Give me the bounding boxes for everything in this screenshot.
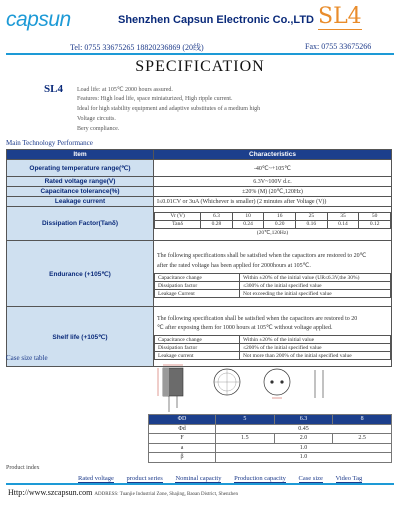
feature-line: Ideal for high stability equipment and adaptive substitutes of a medium high — [77, 106, 261, 112]
nav-link-rated-voltage[interactable]: Rated voltage — [78, 475, 114, 482]
dim-row-label: a — [149, 443, 216, 453]
endurance-cell — [154, 241, 392, 307]
dim-value: 0.45 — [216, 424, 392, 434]
product-index-heading: Product index — [6, 465, 40, 471]
shelf-cap-value: Within ±20% of the initial value — [239, 336, 390, 344]
df-header-cell: 10 — [232, 212, 264, 220]
df-header-cell: 6.3 — [201, 212, 233, 220]
df-value-cell: 0.24 — [232, 220, 264, 228]
operating-temp-label: Operating temperature range(℃) — [7, 160, 154, 177]
endurance-intro-line: The following specifications shall be satisfied when the capacitors are restored to 20℃ — [157, 253, 367, 259]
df-header-cell: Vr (V) — [155, 212, 201, 220]
df-value-cell: Tanδ — [155, 220, 201, 228]
dim-header-cell: ΦD — [149, 415, 216, 425]
capsun-logo: capsun — [6, 8, 71, 31]
df-value-cell: 0.28 — [201, 220, 233, 228]
nav-link-video-tag[interactable]: Video Tag — [335, 475, 363, 482]
capacitor-sleeve-band — [163, 368, 169, 396]
rated-voltage-value: 6.3V~100V d.c. — [154, 177, 392, 187]
capacitor-dimension-drawing — [155, 362, 335, 414]
dim-value: 1.0 — [216, 443, 392, 453]
df-header-cell: 50 — [359, 212, 391, 220]
shelf-life-intro — [154, 313, 391, 335]
endurance-intro — [154, 249, 391, 273]
endurance-label: Endurance (+105℃) — [7, 241, 154, 307]
lead-terminal — [280, 380, 283, 383]
leakage-current-value: I≤0.01CV or 3uA (Whichever is smaller) (2 minutes after Voltage (V)) — [154, 197, 392, 207]
company-name: Shenzhen Capsun Electronic Co.,LTD — [118, 14, 314, 26]
df-value-cell: 0.14 — [327, 220, 359, 228]
dim-value: 1.5 — [216, 434, 275, 444]
series-logo: SL4 — [318, 4, 362, 29]
shelf-criteria-table — [154, 335, 391, 360]
dim-header-cell: 5 — [216, 415, 275, 425]
dim-row-label: β — [149, 453, 216, 463]
df-header-cell: 25 — [296, 212, 328, 220]
product-index-nav — [78, 475, 373, 483]
df-value-cell: 0.20 — [264, 220, 296, 228]
dim-value: 2.5 — [333, 434, 392, 444]
endurance-df-label: Dissipation factor — [155, 282, 240, 290]
nav-link-case-size[interactable]: Case size — [298, 475, 323, 482]
endurance-criteria-table — [154, 273, 391, 298]
shelf-df-label: Dissipation factor — [155, 344, 240, 352]
company-address: ADDRESS: Tuanjie Industrial Zone, Shajing, Baoan District, Shenzhen — [94, 492, 238, 497]
feature-line: Load life: at 105℃ 2000 hours assured. — [77, 87, 173, 93]
header-divider — [6, 53, 394, 55]
capacitance-tolerance-label: Capacitance tolerance(%) — [7, 187, 154, 197]
case-size-table — [148, 414, 392, 463]
column-header-item: Item — [7, 150, 154, 160]
rated-voltage-label: Rated voltage range(V) — [7, 177, 154, 187]
shelf-df-value: ≤200% of the initial specified value — [239, 344, 390, 352]
dim-header-cell: 6.3 — [274, 415, 333, 425]
df-measure-note: (20℃,120Hz) — [256, 229, 289, 236]
df-value-cell: 0.16 — [296, 220, 328, 228]
df-header-cell: 35 — [327, 212, 359, 220]
dim-row-label: F — [149, 434, 216, 444]
nav-link-product-series[interactable]: product series — [126, 475, 163, 482]
feature-line: Bery compliance. — [77, 126, 120, 132]
dim-header-cell: 8 — [333, 415, 392, 425]
shelf-leakage-label: Leakage current — [155, 352, 240, 360]
dissipation-factor-table — [154, 212, 391, 229]
capacitance-tolerance-value: ±20% (M) (20℃,120Hz) — [154, 187, 392, 197]
leakage-current-label: Leakage current — [7, 197, 154, 207]
shelf-intro-line: ℃ after exposing them for 1000 hours at 105℃ without voltage applied. — [157, 325, 333, 331]
series-code: SL4 — [44, 83, 63, 95]
dim-value: 1.0 — [216, 453, 392, 463]
endurance-intro-line: after the rated voltage has been applied for 2000hours at 105℃. — [157, 263, 311, 269]
shelf-intro-line: The following specification shall be satisfied when the capacitors are restored to 20 — [157, 316, 358, 322]
shelf-cap-label: Capacitance change — [155, 336, 240, 344]
feature-line: Voltage circuits. — [77, 116, 116, 122]
document-title: SPECIFICATION — [135, 58, 265, 75]
dim-value: 2.0 — [274, 434, 333, 444]
dissipation-factor-cell — [154, 207, 392, 241]
telephone: Tel: 0755 33675265 18820236869 (20线) — [70, 43, 204, 52]
shelf-life-cell — [154, 307, 392, 367]
df-header-cell: 16 — [264, 212, 296, 220]
endurance-cap-label: Capacitance change — [155, 274, 240, 282]
website-link[interactable]: Http://www.szcapsun.com — [8, 488, 93, 497]
endurance-df-value: ≤300% of the initial specified value — [239, 282, 390, 290]
case-size-heading: Case size table — [6, 354, 48, 362]
endurance-leakage-value: Not exceeding the initial specified value — [239, 290, 390, 298]
footer — [8, 488, 238, 497]
shelf-life-label: Shelf life (+105℃) — [7, 307, 154, 367]
footer-divider — [6, 483, 394, 485]
operating-temp-value: -40℃~+105℃ — [154, 160, 392, 177]
endurance-leakage-label: Leakage Current — [155, 290, 240, 298]
fax-number: Fax: 0755 33675266 — [305, 42, 372, 51]
specification-table — [6, 149, 392, 367]
lead-terminal — [270, 380, 273, 383]
bottom-view-outline — [264, 369, 290, 395]
performance-heading: Main Technology Performance — [6, 139, 93, 147]
feature-line: Features: High load life, space miniaturized, High ripple current. — [77, 96, 233, 102]
dim-row-label: Φd — [149, 424, 216, 434]
dissipation-factor-label: Dissipation Factor(Tanδ) — [7, 207, 154, 241]
nav-link-nominal-capacity[interactable]: Nominal capacity — [175, 475, 222, 482]
shelf-leakage-value: Not more than 200% of the initial specified value — [239, 352, 390, 360]
nav-link-production-capacity[interactable]: Production capacity — [234, 475, 286, 482]
endurance-cap-value: Within ±20% of the initial value (UR≤6.3V,the 30%) — [239, 274, 390, 282]
column-header-characteristics: Characteristics — [154, 150, 392, 160]
df-value-cell: 0.12 — [359, 220, 391, 228]
